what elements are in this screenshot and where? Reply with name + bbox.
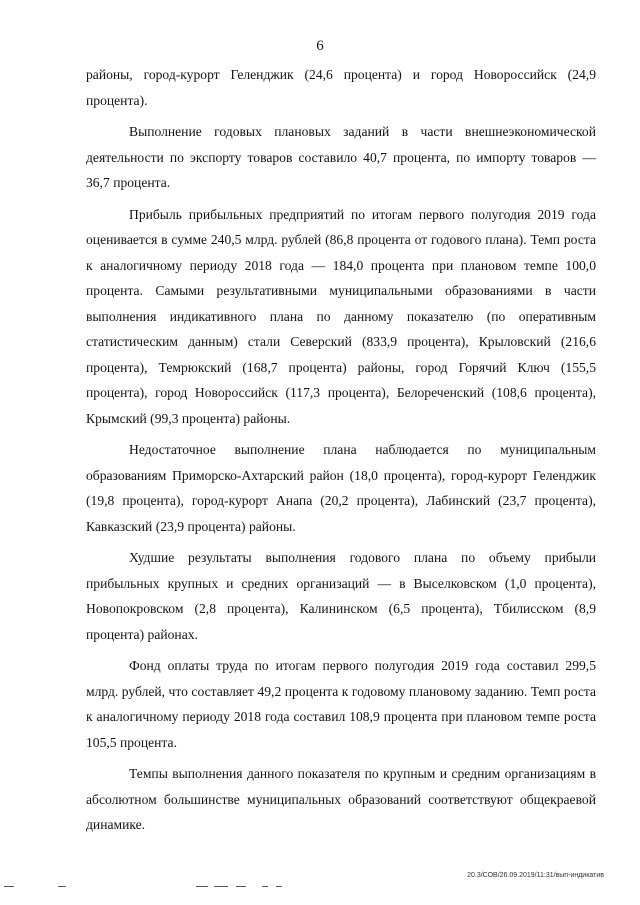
paragraph-wage-fund: Фонд оплаты труда по итогам первого полугодия 2019 года составил 299,5 млрд. рублей, что составляет 49,2 процента к годовому плановому заданию. Темп роста к аналогичному периоду 2018 года составил 108,9 процента при плановом темпе роста 105,5 процента. [86, 658, 596, 750]
page-number: 6 [316, 38, 324, 54]
document-footer-code: 20.3/СОВ/26.09.2019/11:31/вып-индикатив [467, 872, 604, 879]
paragraph-foreign-trade: Выполнение годовых плановых заданий в части внешнеэкономической деятельности по экспорту товаров составило 40,7 процента, по импорту товаров — 36,7 процента. [86, 124, 596, 190]
paragraph-continuation: районы, город-курорт Геленджик (24,6 процента) и город Новороссийск (24,9 процента). [86, 67, 596, 108]
document-body [86, 62, 596, 844]
paragraph-wage-dynamics: Темпы выполнения данного показателя по крупным и средним организациям в абсолютном большинстве муниципальных образований соответствуют общекраевой динамике. [86, 766, 596, 832]
scan-artifact-lines [0, 886, 640, 892]
paragraph-underperformance: Недостаточное выполнение плана наблюдается по муниципальным образованиям Приморско-Ахтарский район (18,0 процента), город-курорт Геленджик (19,8 процента), город-курорт Анапа (20,2 процента), Лабинский (23,7 процента), Кавказский (23,9 процента) районы. [86, 442, 596, 534]
paragraph-worst-results: Худшие результаты выполнения годового плана по объему прибыли прибыльных крупных и средних организаций — в Выселковском (1,0 процента), Новопокровском (2,8 процента), Калининском (6,5 процента), Тбилисском (8,9 процента) районах. [86, 550, 596, 642]
paragraph-profit: Прибыль прибыльных предприятий по итогам первого полугодия 2019 года оценивается в сумме 240,5 млрд. рублей (86,8 процента от годового плана). Темп роста к аналогичному периоду 2018 года — 184,0 процента при плановом темпе 100,0 процента. Самыми результативными муниципальными образованиями в части выполнения индикативного плана по данному показателю (по оперативным статистическим данным) стали Северский (833,9 процента), Крыловский (216,6 процента), Темрюкский (168,7 процента) районы, город Горячий Ключ (155,5 процента), город Новороссийск (117,3 процента), Белореченский (108,6 процента), Крымский (99,3 процента) районы. [86, 206, 596, 426]
